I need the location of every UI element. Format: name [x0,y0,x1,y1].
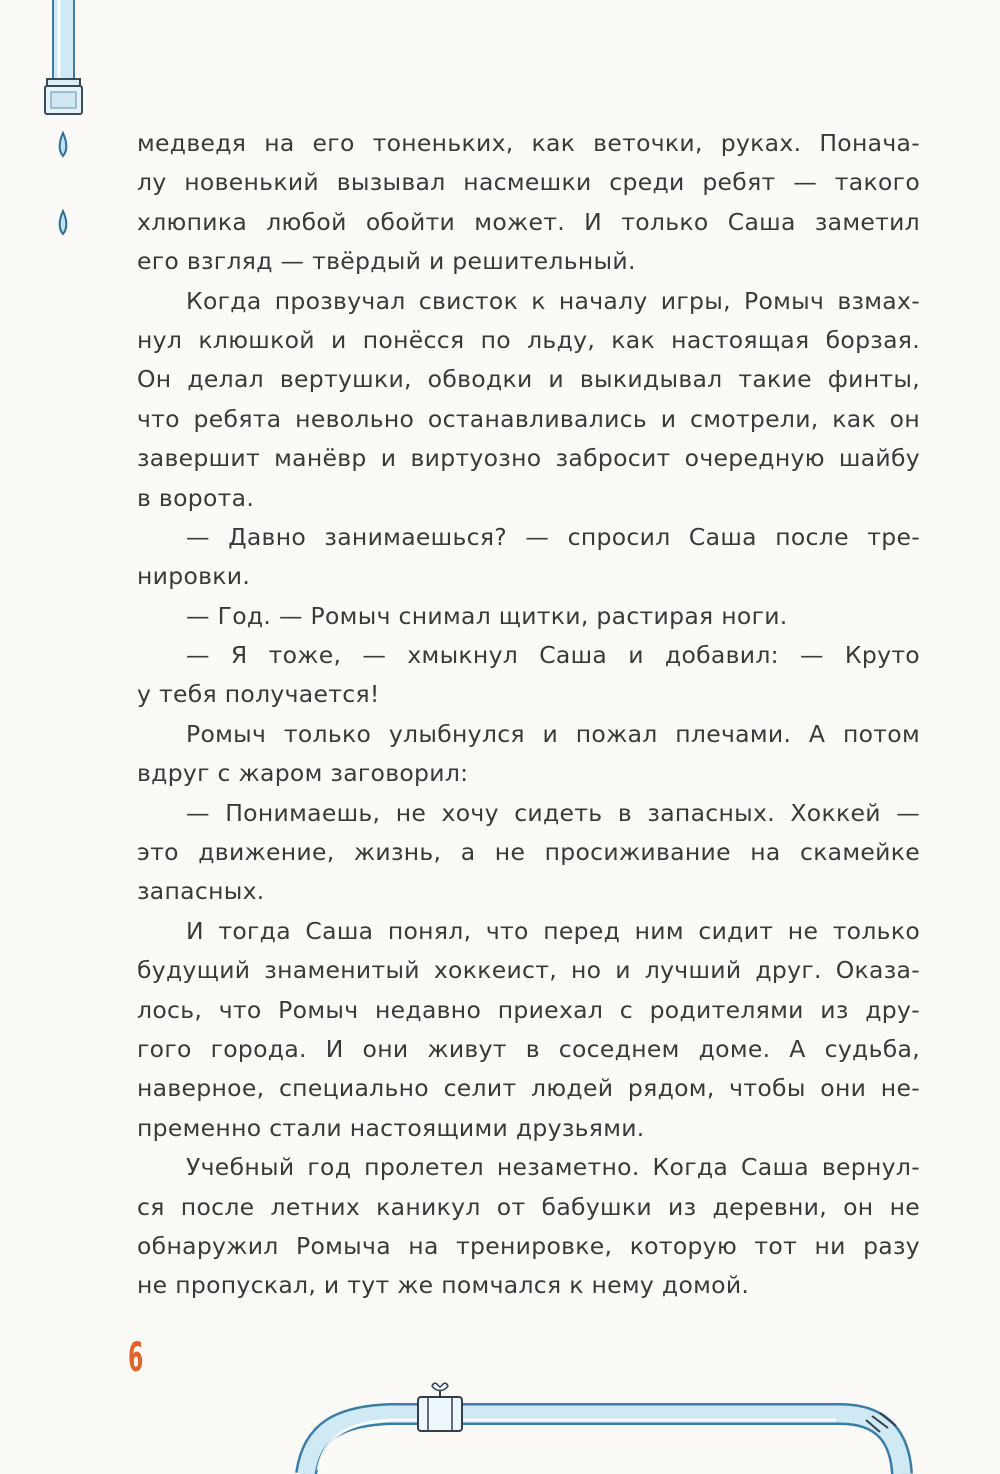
text-line: Когда прозвучал свисток к началу игры, Ромыч взмах- [186,286,920,315]
text-line: медведя на его тоненьких, как веточки, руках. Поначa- [137,129,920,157]
text-line: наверное, специально селит людей рядом, чтобы они не- [137,1074,920,1103]
text-line: ся после летних каникул от бабушки из деревни, он не [137,1192,920,1221]
top-pipe-icon [45,0,82,114]
text-line: не пропускал, и тут же помчался к нему домой. [137,1271,750,1300]
text-line: — Год. — Ромыч снимал щитки, растирая ноги. [186,601,788,630]
page-number: 6 [128,1335,144,1381]
text-line: вдруг с жаром заговорил: [137,759,469,788]
bottom-pipe-icon [306,1383,902,1474]
text-line: — Давно занимаешься? — спросил Саша после тре- [186,522,920,551]
text-line: нул клюшкой и понёсся по льду, как настоящая борзая. [137,325,920,354]
text-line: Он делал вертушки, обводки и выкидывал такие финты, [137,365,920,394]
text-line: Ромыч только улыбнулся и пожал плечами. А потом [186,719,920,748]
text-line: Учебный год пролетел незаметно. Когда Саша вернул- [186,1153,920,1182]
text-line: И тогда Саша понял, что перед ним сидит не только [186,916,920,945]
text-line: лу новенький вызывал насмешки среди ребят — такого [137,168,920,197]
text-line: — Понимаешь, не хочу сидеть в запасных. Хоккей — [186,798,920,827]
text-line: в ворота. [137,483,255,512]
text-line: это движение, жизнь, а не просиживание на скамейке [137,838,920,867]
text-line: — Я тоже, — хмыкнул Саша и добавил: — Круто [186,641,920,670]
text-line: завершит манёвр и виртуозно забросит очередную шайбу [137,444,920,473]
text-line: гого города. И они живут в соседнем доме. А судьба, [137,1034,920,1063]
water-drop-icon [60,133,67,156]
text-line: хлюпика любой обойти может. И только Саша заметил [137,207,920,236]
text-line: запасных. [137,877,265,906]
text-line: у тебя получается! [137,680,380,709]
text-line: лось, что Ромыч недавно приехал с родителями из дру- [137,995,920,1024]
body-text [137,124,920,1306]
text-line: что ребята невольно останавливались и смотрели, как он [137,404,920,433]
text-line: его взгляд — твёрдый и решительный. [137,247,636,276]
text-line: нировки. [137,562,251,591]
text-line: будущий знаменитый хоккеист, но и лучший друг. Оказа- [137,956,920,985]
text-line: пременно стали настоящими друзьями. [137,1113,645,1142]
text-line: обнаружил Ромыча на тренировке, которую тот ни разу [137,1231,920,1260]
water-drop-icon [60,211,67,234]
